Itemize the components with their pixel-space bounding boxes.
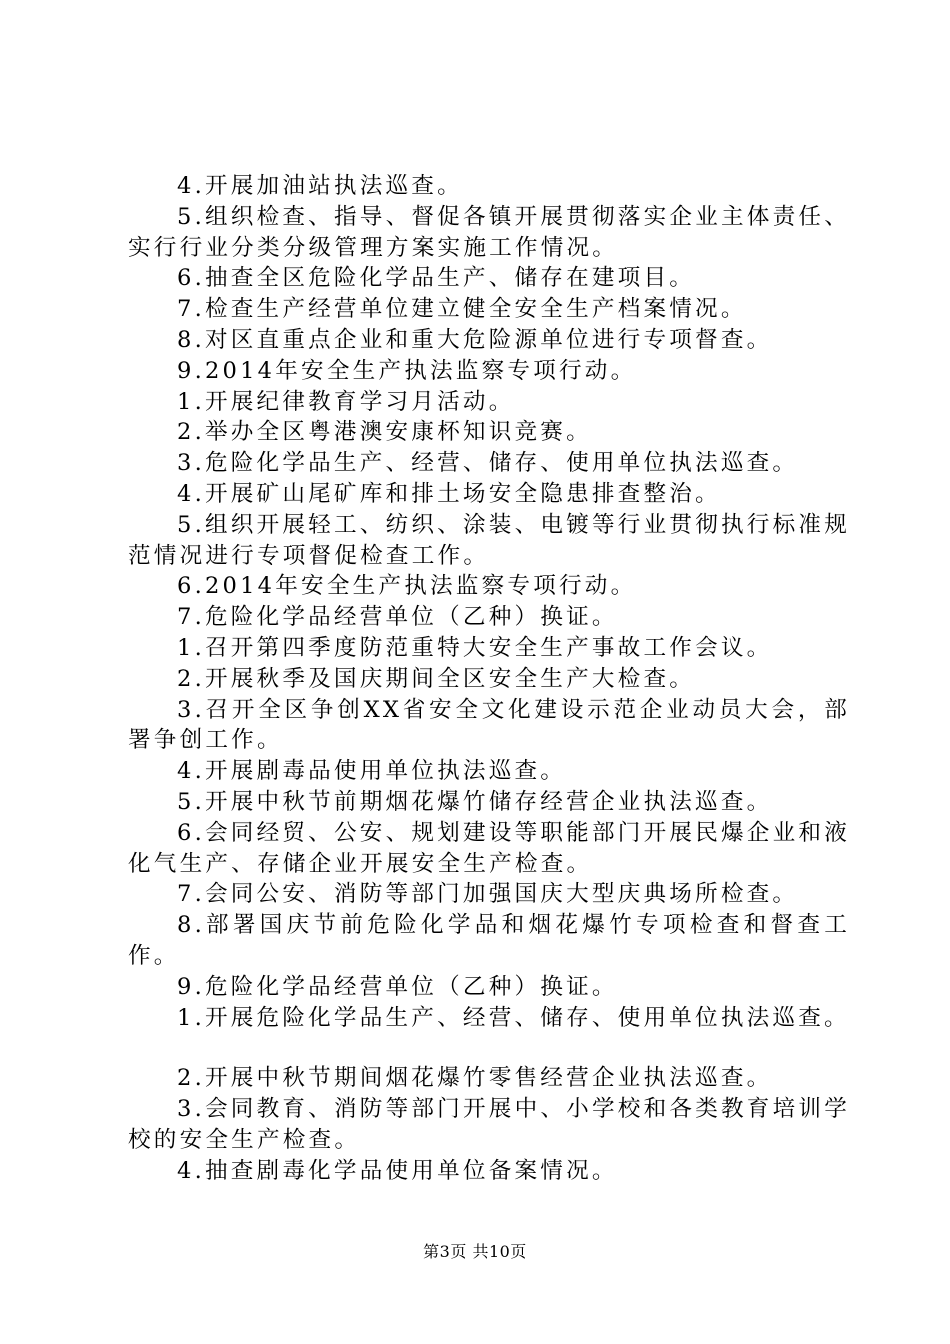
paragraph: 9.危险化学品经营单位（乙种）换证。 xyxy=(177,973,618,1000)
paragraph: 6.抽查全区危险化学品生产、储存在建项目。 xyxy=(177,265,696,292)
paragraph: 3.召开全区争创XX省安全文化建设示范企业动员大会，部署争创工作。 xyxy=(128,696,850,754)
paragraph: 1.开展纪律教育学习月活动。 xyxy=(177,388,515,415)
paragraph: 3.会同教育、消防等部门开展中、小学校和各类教育培训学校的安全生产检查。 xyxy=(128,1096,850,1153)
paragraph: 5.组织检查、指导、督促各镇开展贯彻落实企业主体责任、实行行业分类分级管理方案实施工作情况。 xyxy=(128,203,850,261)
paragraph: 2.举办全区粤港澳安康杯知识竞赛。 xyxy=(177,419,592,446)
paragraph: 7.危险化学品经营单位（乙种）换证。 xyxy=(177,604,618,631)
paragraph: 4.开展加油站执法巡查。 xyxy=(177,173,463,199)
page-number: 第3页 共10页 xyxy=(423,1242,527,1261)
document-body xyxy=(128,171,850,1187)
paragraph: 6.会同经贸、公安、规划建设等职能部门开展民爆企业和液化气生产、存储企业开展安全生产检查。 xyxy=(128,819,850,877)
paragraph: 2.开展中秋节期间烟花爆竹零售经营企业执法巡查。 xyxy=(177,1065,773,1092)
paragraph: 8.对区直重点企业和重大危险源单位进行专项督查。 xyxy=(177,326,773,353)
paragraph: 4.抽查剧毒化学品使用单位备案情况。 xyxy=(177,1157,618,1184)
paragraph: 8.部署国庆节前危险化学品和烟花爆竹专项检查和督查工作。 xyxy=(128,912,850,969)
paragraph: 6.2014年安全生产执法监察专项行动。 xyxy=(177,573,637,600)
paragraph: 3.危险化学品生产、经营、储存、使用单位执法巡查。 xyxy=(177,450,799,477)
paragraph: 1.开展危险化学品生产、经营、储存、使用单位执法巡查。 xyxy=(177,1004,850,1031)
paragraph: 4.开展矿山尾矿库和排土场安全隐患排查整治。 xyxy=(177,480,721,507)
paragraph: 4.开展剧毒品使用单位执法巡查。 xyxy=(177,758,567,785)
paragraph: 2.开展秋季及国庆期间全区安全生产大检查。 xyxy=(177,665,696,692)
paragraph: 7.会同公安、消防等部门加强国庆大型庆典场所检查。 xyxy=(177,881,799,908)
paragraph: 5.组织开展轻工、纺织、涂装、电镀等行业贯彻执行标准规范情况进行专项督促检查工作。 xyxy=(128,511,850,569)
paragraph: 9.2014年安全生产执法监察专项行动。 xyxy=(177,357,637,384)
paragraph: 1.召开第四季度防范重特大安全生产事故工作会议。 xyxy=(177,634,773,661)
paragraph: 7.检查生产经营单位建立健全安全生产档案情况。 xyxy=(177,296,747,323)
paragraph: 5.开展中秋节前期烟花爆竹储存经营企业执法巡查。 xyxy=(177,788,773,815)
